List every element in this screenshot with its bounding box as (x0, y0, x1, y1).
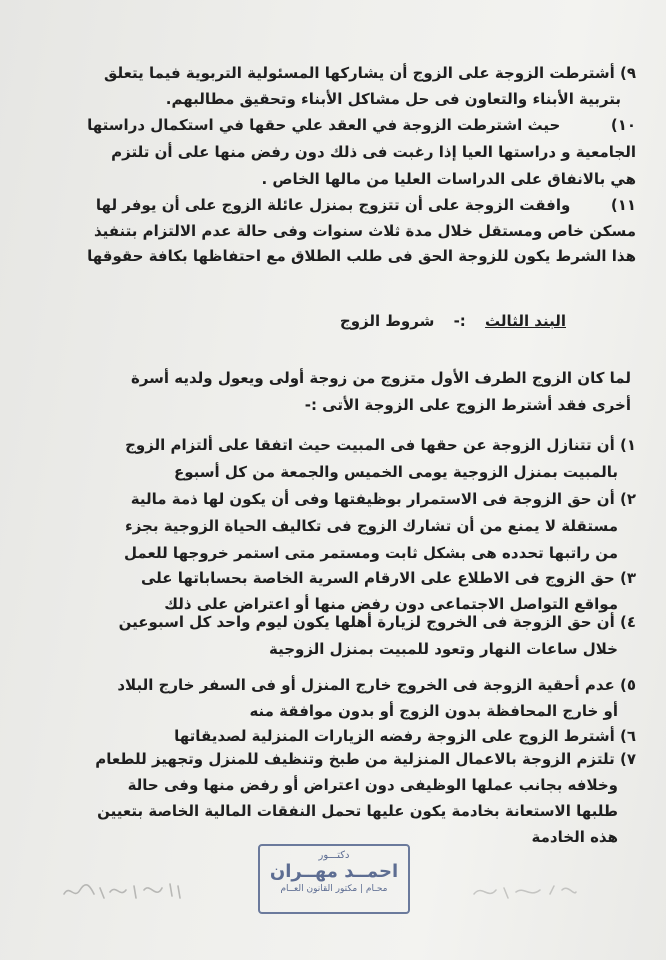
clause-text-line: مسكن خاص ومستقل خلال مدة ثلاث سنوات وفى حالة عدم الالتزام بتنفيذ (93, 222, 636, 240)
clause-text-line: أشترطت الزوجة على الزوج أن يشاركها المسئولية التربوية فيما يتعلق (103, 64, 615, 82)
condition-text-line: تلتزم الزوجة بالاعمال المنزلية من طبخ وتنظيف للمنزل وتجهيز للطعام (95, 750, 615, 768)
section-title: شروط الزوج (339, 312, 435, 330)
section-heading (340, 312, 566, 330)
condition-text-line: وخلافه بجانب عملها الوظيفى دون اعتراض أو رفض منها وفى حالة (127, 776, 618, 794)
condition-text-line: مواقع التواصل الاجتماعى دون رفض منها أو اعتراض على ذلك (164, 595, 618, 613)
condition-text-line: أشترط الزوج على الزوجة رفضه الزيارات المنزلية لصديقاتها (174, 727, 615, 745)
clause-text-line: وافقت الزوجة على أن تتزوج بمنزل عائلة الزوج على أن يوفر لها (95, 196, 571, 214)
condition-text-line: أن حق الزوجة فى الخروج لزيارة أهلها يكون ليوم واحد كل اسبوعين (118, 613, 615, 631)
stamp-title: دكتـــور (318, 850, 350, 861)
condition-text-line: أو خارج المحافظة بدون الزوج أو بدون موافقة منه (249, 702, 618, 720)
clause-text-line: الجامعية و دراستها العيا إذا رغبت فى ذلك دون رفض منها على أن تلتزم (111, 143, 636, 161)
condition-number: ١) (619, 436, 636, 454)
condition-text-line: أن تتنازل الزوجة عن حقها فى المبيت حيث اتفقا على ألتزام الزوج (125, 436, 615, 454)
condition-number: ٢) (619, 490, 636, 508)
clause-number: ١٠) (610, 116, 636, 134)
stamp-name: احمــد مهــران (269, 861, 399, 882)
condition-text-line: أن حق الزوجة فى الاستمرار بوظيفتها وفى أن يكون لها ذمة مالية (130, 490, 615, 508)
section-label: البند الثالث (485, 312, 566, 330)
clause-number: ١١) (610, 196, 636, 214)
signature-scribble-right (470, 880, 580, 904)
lawyer-stamp (258, 844, 410, 914)
section-separator: :- (453, 312, 466, 330)
intro-line: أخرى فقد أشترط الزوج على الزوجة الأتى :- (304, 396, 631, 414)
clause-text-line: حيث اشترطت الزوجة في العقد علي حقها في استكمال دراستها (87, 116, 561, 134)
condition-text-line: خلال ساعات النهار وتعود للمبيت بمنزل الزوجية (268, 640, 618, 658)
condition-number: ٧) (619, 750, 636, 768)
intro-line: لما كان الزوج الطرف الأول متزوج من زوجة أولى ويعول ولديه أسرة (130, 369, 631, 387)
condition-text-line: حق الزوج فى الاطلاع على الارقام السرية الخاصة بحساباتها على (140, 569, 615, 587)
clause-text-line: بتربية الأبناء والتعاون فى حل مشاكل الأبناء وتحقيق مطالبهم. (165, 90, 621, 108)
condition-text-line: بالمبيت بمنزل الزوجية يومى الخميس والجمعة من كل أسبوع (173, 463, 618, 481)
condition-text-line: من راتبها تحدده هى بشكل ثابت ومستمر متى استمر خروجها للعمل (124, 544, 618, 562)
clause-text-line: هي بالانفاق على الدراسات العليا من مالها الخاص . (261, 170, 636, 188)
condition-text-line: هذه الخادمة (531, 828, 618, 846)
condition-text-line: مستقلة لا يمنع من أن تشارك الزوج فى تكاليف الحياة الزوجية بجزء (125, 517, 618, 535)
condition-number: ٥) (619, 676, 636, 694)
condition-number: ٣) (619, 569, 636, 587)
condition-number: ٦) (619, 727, 636, 745)
clause-number: ٩) (619, 64, 636, 82)
condition-text-line: طلبها الاستعانة بخادمة يكون عليها تحمل النفقات المالية الخاصة بتعيين (97, 802, 618, 820)
condition-text-line: عدم أحقية الزوجة فى الخروج خارج المنزل أو فى السفر خارج البلاد (117, 676, 615, 694)
clause-text-line: هذا الشرط يكون للزوجة الحق فى طلب الطلاق مع احتفاظها بكافة حقوقها (87, 247, 636, 265)
condition-number: ٤) (619, 613, 636, 631)
signature-scribble-left (60, 878, 190, 904)
stamp-subtitle: محـام | مكتور القانون العــام (280, 884, 388, 894)
